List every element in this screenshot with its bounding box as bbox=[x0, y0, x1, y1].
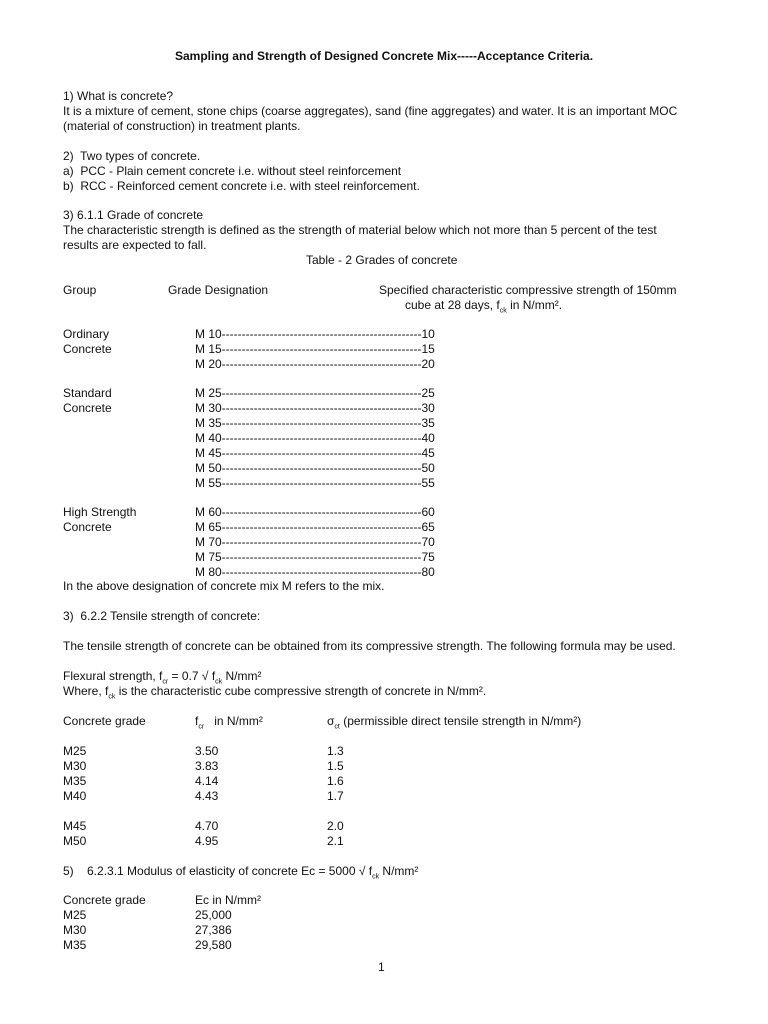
tensile-fcr: 3.83 bbox=[195, 759, 219, 773]
grade-row: M 35--------------------------------------------------35 bbox=[195, 416, 435, 430]
tensile-fcr: 4.95 bbox=[195, 834, 219, 848]
section-2-item-a: a) PCC - Plain cement concrete i.e. without steel reinforcement bbox=[63, 164, 402, 178]
group-label: Standard bbox=[63, 386, 112, 400]
tensile-grade: M45 bbox=[63, 819, 87, 833]
tensile-sigma: 1.3 bbox=[327, 744, 344, 758]
tensile-header-fcr: $f_{cr}$ in N/mm² bbox=[195, 714, 263, 731]
section-1-text-line-1: It is a mixture of cement, stone chips (coarse aggregates), sand (fine aggregates) and water. It is an important MOC bbox=[63, 104, 678, 118]
modulus-header-grade: Concrete grade bbox=[63, 893, 146, 907]
grade-row: M 50--------------------------------------------------50 bbox=[195, 461, 435, 475]
tensile-grade: M30 bbox=[63, 759, 87, 773]
modulus-ec: 27,386 bbox=[195, 923, 232, 937]
table-2-title: Table - 2 Grades of concrete bbox=[306, 253, 458, 267]
modulus-ec: 25,000 bbox=[195, 908, 232, 922]
tensile-grade: M40 bbox=[63, 789, 87, 803]
section-3-question: 3) 6.1.1 Grade of concrete bbox=[63, 208, 204, 222]
tensile-sigma: 1.5 bbox=[327, 759, 344, 773]
tensile-row bbox=[0, 744, 768, 759]
grade-row: M 40--------------------------------------------------40 bbox=[195, 431, 435, 445]
grade-row: M 60--------------------------------------------------60 bbox=[195, 505, 435, 519]
grade-row: M 25--------------------------------------------------25 bbox=[195, 386, 435, 400]
tensile-header-sigma: $\sigma_{ct}$ (permissible direct tensile strength in N/mm²) bbox=[327, 714, 582, 731]
grade-row: M 15--------------------------------------------------15 bbox=[195, 342, 435, 356]
tensile-sigma: 1.7 bbox=[327, 789, 344, 803]
tensile-row bbox=[0, 789, 768, 804]
tensile-fcr: 4.43 bbox=[195, 789, 219, 803]
group-label: Ordinary bbox=[63, 327, 110, 341]
modulus-ec: 29,580 bbox=[195, 938, 232, 952]
section-3-text-line-1: The characteristic strength is defined as the strength of material below which not more than 5 percent of the test bbox=[63, 223, 657, 237]
flexural-formula: Flexural strength, $f_{cr} = 0.7$ √ $f_{ck}$ N/mm² bbox=[63, 669, 262, 686]
formula-where: Where, $f_{ck}$ is the characteristic cube compressive strength of concrete in N/mm². bbox=[63, 684, 487, 701]
grade-row: M 75--------------------------------------------------75 bbox=[195, 550, 435, 564]
table-2-header-spec-line-1: Specified characteristic compressive strength of 150mm bbox=[379, 283, 677, 297]
group-label: Concrete bbox=[63, 342, 112, 356]
grade-row: M 65--------------------------------------------------65 bbox=[195, 520, 435, 534]
tensile-grade: M35 bbox=[63, 774, 87, 788]
tensile-sigma: 2.1 bbox=[327, 834, 344, 848]
section-4-intro: The tensile strength of concrete can be obtained from its compressive strength. The following formula may be used. bbox=[63, 639, 676, 653]
tensile-row bbox=[0, 819, 768, 834]
group-label: High Strength bbox=[63, 505, 137, 519]
modulus-row bbox=[0, 923, 768, 938]
tensile-header-grade: Concrete grade bbox=[63, 714, 146, 728]
table-2-header-spec-line-2: cube at 28 days, $f_{ck}$ in N/mm². bbox=[405, 298, 563, 315]
grade-row: M 30--------------------------------------------------30 bbox=[195, 401, 435, 415]
tensile-fcr: 4.70 bbox=[195, 819, 219, 833]
grade-row: M 70--------------------------------------------------70 bbox=[195, 535, 435, 549]
tensile-row bbox=[0, 834, 768, 849]
tensile-fcr: 3.50 bbox=[195, 744, 219, 758]
group-label: Concrete bbox=[63, 401, 112, 415]
page-title: Sampling and Strength of Designed Concrete Mix-----Acceptance Criteria. bbox=[174, 49, 594, 63]
modulus-header-ec: Ec in N/mm² bbox=[195, 893, 261, 907]
page-number: 1 bbox=[378, 960, 385, 974]
tensile-row bbox=[0, 774, 768, 789]
group-label: Concrete bbox=[63, 520, 112, 534]
tensile-grade: M25 bbox=[63, 744, 87, 758]
modulus-row bbox=[0, 908, 768, 923]
grade-row: M 80--------------------------------------------------80 bbox=[195, 565, 435, 579]
modulus-grade: M25 bbox=[63, 908, 87, 922]
section-2-item-b: b) RCC - Reinforced cement concrete i.e. with steel reinforcement. bbox=[63, 179, 420, 193]
tensile-grade: M50 bbox=[63, 834, 87, 848]
table-2-note: In the above designation of concrete mix M refers to the mix. bbox=[63, 579, 385, 593]
grade-row: M 45--------------------------------------------------45 bbox=[195, 446, 435, 460]
table-2-header-grade: Grade Designation bbox=[168, 283, 269, 297]
section-4-question: 3) 6.2.2 Tensile strength of concrete: bbox=[63, 609, 261, 623]
tensile-fcr: 4.14 bbox=[195, 774, 219, 788]
table-2-header-group: Group bbox=[63, 283, 97, 297]
modulus-grade: M35 bbox=[63, 938, 87, 952]
tensile-sigma: 1.6 bbox=[327, 774, 344, 788]
grade-row: M 55--------------------------------------------------55 bbox=[195, 476, 435, 490]
section-3-text-line-2: results are expected to fall. bbox=[63, 238, 207, 252]
tensile-row bbox=[0, 759, 768, 774]
modulus-grade: M30 bbox=[63, 923, 87, 937]
modulus-row bbox=[0, 938, 768, 953]
section-1-question: 1) What is concrete? bbox=[63, 89, 174, 103]
section-2-question: 2) Two types of concrete. bbox=[63, 149, 201, 163]
section-5-question: 5) 6.2.3.1 Modulus of elasticity of concrete Ec = 5000 √ $f_{ck}$ N/mm² bbox=[63, 864, 419, 881]
grade-row: M 10--------------------------------------------------10 bbox=[195, 327, 435, 341]
section-1-text-line-2: (material of construction) in treatment plants. bbox=[63, 119, 301, 133]
grade-row: M 20--------------------------------------------------20 bbox=[195, 357, 435, 371]
tensile-sigma: 2.0 bbox=[327, 819, 344, 833]
